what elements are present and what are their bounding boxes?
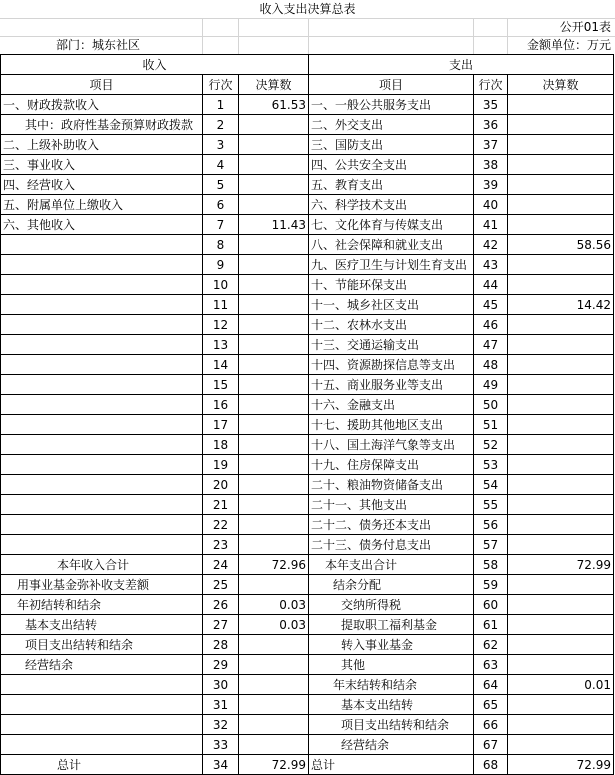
expense-row-no-cell: 38: [474, 155, 508, 175]
income-row-no-cell: 21: [203, 495, 239, 515]
income-row-no-cell: 8: [203, 235, 239, 255]
income-amount-cell: [239, 735, 309, 755]
expense-item-cell: 二、外交支出: [309, 115, 474, 135]
table-row: [1, 695, 614, 715]
income-expense-table: [0, 54, 614, 775]
income-item-cell: [1, 735, 203, 755]
income-item-cell: 总计: [1, 755, 203, 775]
table-row: [1, 735, 614, 755]
income-row-no-cell: 3: [203, 135, 239, 155]
table-row: [1, 155, 614, 175]
income-amount-cell: [239, 275, 309, 295]
table-row: [1, 595, 614, 615]
income-row-no-cell: 28: [203, 635, 239, 655]
expense-amount-cell: [508, 115, 614, 135]
income-amount-cell: [239, 575, 309, 595]
income-item-cell: [1, 515, 203, 535]
expense-row-no-cell: 56: [474, 515, 508, 535]
income-amount-header: 决算数: [239, 75, 309, 95]
income-amount-cell: [239, 495, 309, 515]
income-item-cell: [1, 275, 203, 295]
expense-item-cell: 二十一、其他支出: [309, 495, 474, 515]
expense-item-cell: 基本支出结转: [309, 695, 474, 715]
income-item-cell: 基本支出结转: [1, 615, 203, 635]
table-row: [1, 375, 614, 395]
expense-amount-cell: [508, 735, 614, 755]
income-amount-cell: [239, 655, 309, 675]
expense-row-no-cell: 50: [474, 395, 508, 415]
expense-amount-cell: [508, 715, 614, 735]
income-row-no-cell: 10: [203, 275, 239, 295]
table-row: [1, 575, 614, 595]
income-row-no-cell: 16: [203, 395, 239, 415]
income-amount-cell: 0.03: [239, 615, 309, 635]
expense-item-cell: 十七、援助其他地区支出: [309, 415, 474, 435]
expense-item-cell: 二十、粮油物资储备支出: [309, 475, 474, 495]
expense-row-no-cell: 37: [474, 135, 508, 155]
expense-amount-cell: [508, 535, 614, 555]
table-row: [1, 255, 614, 275]
expense-row-no-cell: 64: [474, 675, 508, 695]
table-row: [1, 515, 614, 535]
table-row: [1, 135, 614, 155]
expense-amount-header: 决算数: [508, 75, 614, 95]
income-item-cell: 二、上级补助收入: [1, 135, 203, 155]
expense-row-no-cell: 58: [474, 555, 508, 575]
expense-item-cell: 本年支出合计: [309, 555, 474, 575]
expense-amount-cell: [508, 255, 614, 275]
page-title: 收入支出决算总表: [259, 2, 356, 16]
expense-item-cell: 项目支出结转和结余: [309, 715, 474, 735]
expense-item-cell: 总计: [309, 755, 474, 775]
income-row-no-cell: 23: [203, 535, 239, 555]
income-row-no-cell: 27: [203, 615, 239, 635]
expense-item-cell: 五、教育支出: [309, 175, 474, 195]
income-item-cell: [1, 435, 203, 455]
income-amount-cell: 72.99: [239, 755, 309, 775]
income-row-no-cell: 15: [203, 375, 239, 395]
income-amount-cell: [239, 295, 309, 315]
expense-item-cell: 年末结转和结余: [309, 675, 474, 695]
income-amount-cell: [239, 455, 309, 475]
income-amount-cell: [239, 695, 309, 715]
expense-item-cell: 七、文化体育与传媒支出: [309, 215, 474, 235]
income-amount-cell: [239, 175, 309, 195]
income-row-no-cell: 22: [203, 515, 239, 535]
income-amount-cell: 0.03: [239, 595, 309, 615]
expense-amount-cell: [508, 335, 614, 355]
income-item-cell: [1, 335, 203, 355]
income-row-no-cell: 32: [203, 715, 239, 735]
income-row-no-cell: 11: [203, 295, 239, 315]
expense-row-no-cell: 40: [474, 195, 508, 215]
expense-row-no-cell: 35: [474, 95, 508, 115]
expense-amount-cell: [508, 195, 614, 215]
expense-amount-cell: [508, 275, 614, 295]
income-item-cell: [1, 415, 203, 435]
expense-item-cell: 交纳所得税: [309, 595, 474, 615]
expense-amount-cell: [508, 315, 614, 335]
expense-row-no-cell: 52: [474, 435, 508, 455]
expense-row-no-cell: 36: [474, 115, 508, 135]
expense-item-cell: 十六、金融支出: [309, 395, 474, 415]
income-row-no-cell: 13: [203, 335, 239, 355]
form-code: 公开01表: [559, 20, 611, 34]
expense-item-cell: 十、节能环保支出: [309, 275, 474, 295]
gridline: [0, 18, 615, 19]
table-row: [1, 235, 614, 255]
income-amount-cell: [239, 235, 309, 255]
expense-row-no-cell: 59: [474, 575, 508, 595]
table-row: [1, 435, 614, 455]
expense-item-cell: 二十三、债务付息支出: [309, 535, 474, 555]
expense-item-cell: 一、一般公共服务支出: [309, 95, 474, 115]
income-item-cell: 六、其他收入: [1, 215, 203, 235]
income-item-cell: 年初结转和结余: [1, 595, 203, 615]
expense-item-cell: 十八、国土海洋气象等支出: [309, 435, 474, 455]
income-amount-cell: [239, 255, 309, 275]
income-item-cell: [1, 395, 203, 415]
gridline: [202, 18, 203, 55]
income-amount-cell: [239, 135, 309, 155]
income-row-no-cell: 33: [203, 735, 239, 755]
expense-item-cell: 十九、住房保障支出: [309, 455, 474, 475]
expense-amount-cell: [508, 635, 614, 655]
income-item-header: 项目: [1, 75, 203, 95]
income-item-cell: [1, 375, 203, 395]
income-item-cell: [1, 475, 203, 495]
table-row: [1, 655, 614, 675]
expense-item-header: 项目: [309, 75, 474, 95]
income-row-no-cell: 25: [203, 575, 239, 595]
department-label: 部门：城东社区: [56, 38, 141, 52]
expense-amount-cell: [508, 135, 614, 155]
expense-section-header: 支出: [309, 55, 614, 75]
expense-item-cell: 十四、资源勘探信息等支出: [309, 355, 474, 375]
expense-row-no-cell: 54: [474, 475, 508, 495]
table-row: [1, 635, 614, 655]
expense-row-no-cell: 43: [474, 255, 508, 275]
table-row: [1, 195, 614, 215]
expense-amount-cell: [508, 575, 614, 595]
table-row: [1, 335, 614, 355]
expense-item-cell: 经营结余: [309, 735, 474, 755]
income-row-no-cell: 12: [203, 315, 239, 335]
expense-row-no-cell: 48: [474, 355, 508, 375]
income-amount-cell: [239, 515, 309, 535]
income-item-cell: 五、附属单位上缴收入: [1, 195, 203, 215]
expense-row-no-cell: 57: [474, 535, 508, 555]
income-amount-cell: [239, 335, 309, 355]
income-section-header: 收入: [1, 55, 309, 75]
expense-item-cell: 转入事业基金: [309, 635, 474, 655]
income-item-cell: 经营结余: [1, 655, 203, 675]
table-row: [1, 715, 614, 735]
expense-row-no-cell: 44: [474, 275, 508, 295]
income-item-cell: [1, 455, 203, 475]
income-item-cell: 三、事业收入: [1, 155, 203, 175]
income-row-no-cell: 6: [203, 195, 239, 215]
income-row-no-cell: 17: [203, 415, 239, 435]
column-header-row: [1, 75, 614, 95]
expense-amount-cell: 72.99: [508, 755, 614, 775]
expense-amount-cell: [508, 595, 614, 615]
income-amount-cell: [239, 115, 309, 135]
income-amount-cell: [239, 315, 309, 335]
income-item-cell: 其中：政府性基金预算财政拨款: [1, 115, 203, 135]
income-amount-cell: [239, 715, 309, 735]
income-row-no-cell: 26: [203, 595, 239, 615]
gridline: [238, 18, 239, 55]
expense-row-no-cell: 63: [474, 655, 508, 675]
table-row: [1, 415, 614, 435]
income-row-no-cell: 19: [203, 455, 239, 475]
income-item-cell: 用事业基金弥补收支差额: [1, 575, 203, 595]
expense-item-cell: 六、科学技术支出: [309, 195, 474, 215]
income-item-cell: 四、经营收入: [1, 175, 203, 195]
income-amount-cell: [239, 635, 309, 655]
income-amount-cell: [239, 375, 309, 395]
income-amount-cell: [239, 435, 309, 455]
gridline: [308, 18, 309, 55]
expense-amount-cell: [508, 515, 614, 535]
expense-row-no-cell: 55: [474, 495, 508, 515]
expense-amount-cell: [508, 395, 614, 415]
income-item-cell: [1, 675, 203, 695]
expense-row-no-cell: 67: [474, 735, 508, 755]
income-row-no-cell: 34: [203, 755, 239, 775]
expense-amount-cell: [508, 475, 614, 495]
income-amount-cell: 61.53: [239, 95, 309, 115]
income-item-cell: [1, 315, 203, 335]
expense-amount-cell: [508, 695, 614, 715]
expense-amount-cell: [508, 655, 614, 675]
table-row: [1, 455, 614, 475]
table-row: [1, 355, 614, 375]
table-row: [1, 675, 614, 695]
expense-row-no-cell: 41: [474, 215, 508, 235]
expense-row-no-cell: 65: [474, 695, 508, 715]
expense-row-no-cell: 45: [474, 295, 508, 315]
income-row-no-cell: 4: [203, 155, 239, 175]
income-row-no-cell: 20: [203, 475, 239, 495]
expense-item-cell: 十二、农林水支出: [309, 315, 474, 335]
income-amount-cell: 11.43: [239, 215, 309, 235]
income-row-no-header: 行次: [203, 75, 239, 95]
table-row: [1, 555, 614, 575]
income-row-no-cell: 30: [203, 675, 239, 695]
income-item-cell: 本年收入合计: [1, 555, 203, 575]
income-item-cell: [1, 495, 203, 515]
table-row: [1, 475, 614, 495]
table-row: [1, 175, 614, 195]
income-row-no-cell: 29: [203, 655, 239, 675]
income-item-cell: [1, 295, 203, 315]
income-amount-cell: [239, 355, 309, 375]
expense-amount-cell: 14.42: [508, 295, 614, 315]
table-row: [1, 495, 614, 515]
section-header-row: [1, 55, 614, 75]
expense-row-no-cell: 39: [474, 175, 508, 195]
unit-label: 金额单位：万元: [526, 38, 611, 52]
expense-row-no-cell: 62: [474, 635, 508, 655]
income-row-no-cell: 5: [203, 175, 239, 195]
expense-item-cell: 三、国防支出: [309, 135, 474, 155]
table-row: [1, 275, 614, 295]
income-amount-cell: [239, 195, 309, 215]
income-row-no-cell: 14: [203, 355, 239, 375]
expense-row-no-cell: 49: [474, 375, 508, 395]
expense-amount-cell: [508, 175, 614, 195]
expense-item-cell: 十一、城乡社区支出: [309, 295, 474, 315]
expense-row-no-cell: 60: [474, 595, 508, 615]
income-item-cell: [1, 355, 203, 375]
income-amount-cell: [239, 535, 309, 555]
gridline: [473, 18, 474, 55]
expense-row-no-cell: 68: [474, 755, 508, 775]
expense-row-no-cell: 53: [474, 455, 508, 475]
expense-item-cell: 九、医疗卫生与计划生育支出: [309, 255, 474, 275]
expense-amount-cell: [508, 495, 614, 515]
income-item-cell: [1, 235, 203, 255]
expense-row-no-cell: 51: [474, 415, 508, 435]
income-row-no-cell: 7: [203, 215, 239, 235]
expense-amount-cell: [508, 215, 614, 235]
expense-row-no-cell: 61: [474, 615, 508, 635]
income-row-no-cell: 1: [203, 95, 239, 115]
income-amount-cell: [239, 415, 309, 435]
expense-row-no-header: 行次: [474, 75, 508, 95]
income-amount-cell: [239, 155, 309, 175]
expense-item-cell: 二十二、债务还本支出: [309, 515, 474, 535]
expense-item-cell: 十三、交通运输支出: [309, 335, 474, 355]
expense-amount-cell: 0.01: [508, 675, 614, 695]
income-item-cell: [1, 695, 203, 715]
expense-item-cell: 结余分配: [309, 575, 474, 595]
income-amount-cell: [239, 675, 309, 695]
income-item-cell: 一、财政拨款收入: [1, 95, 203, 115]
table-row: [1, 315, 614, 335]
table-row: [1, 95, 614, 115]
table-row: [1, 615, 614, 635]
expense-amount-cell: [508, 375, 614, 395]
expense-amount-cell: [508, 435, 614, 455]
table-row: [1, 295, 614, 315]
income-amount-cell: [239, 475, 309, 495]
income-item-cell: 项目支出结转和结余: [1, 635, 203, 655]
table-row: [1, 535, 614, 555]
expense-item-cell: 十五、商业服务业等支出: [309, 375, 474, 395]
table-row: [1, 215, 614, 235]
expense-amount-cell: [508, 95, 614, 115]
expense-amount-cell: [508, 155, 614, 175]
table-row: [1, 395, 614, 415]
income-item-cell: [1, 535, 203, 555]
expense-amount-cell: 72.99: [508, 555, 614, 575]
income-item-cell: [1, 715, 203, 735]
expense-row-no-cell: 66: [474, 715, 508, 735]
expense-row-no-cell: 46: [474, 315, 508, 335]
expense-amount-cell: 58.56: [508, 235, 614, 255]
expense-item-cell: 八、社会保障和就业支出: [309, 235, 474, 255]
expense-item-cell: 提取职工福利基金: [309, 615, 474, 635]
income-amount-cell: [239, 395, 309, 415]
expense-item-cell: 其他: [309, 655, 474, 675]
expense-amount-cell: [508, 455, 614, 475]
expense-row-no-cell: 47: [474, 335, 508, 355]
expense-row-no-cell: 42: [474, 235, 508, 255]
expense-amount-cell: [508, 355, 614, 375]
income-row-no-cell: 18: [203, 435, 239, 455]
expense-amount-cell: [508, 615, 614, 635]
income-row-no-cell: 2: [203, 115, 239, 135]
income-row-no-cell: 9: [203, 255, 239, 275]
table-row: [1, 755, 614, 775]
table-row: [1, 115, 614, 135]
expense-amount-cell: [508, 415, 614, 435]
income-row-no-cell: 24: [203, 555, 239, 575]
gridline: [507, 18, 508, 55]
income-row-no-cell: 31: [203, 695, 239, 715]
income-amount-cell: 72.96: [239, 555, 309, 575]
expense-item-cell: 四、公共安全支出: [309, 155, 474, 175]
income-item-cell: [1, 255, 203, 275]
